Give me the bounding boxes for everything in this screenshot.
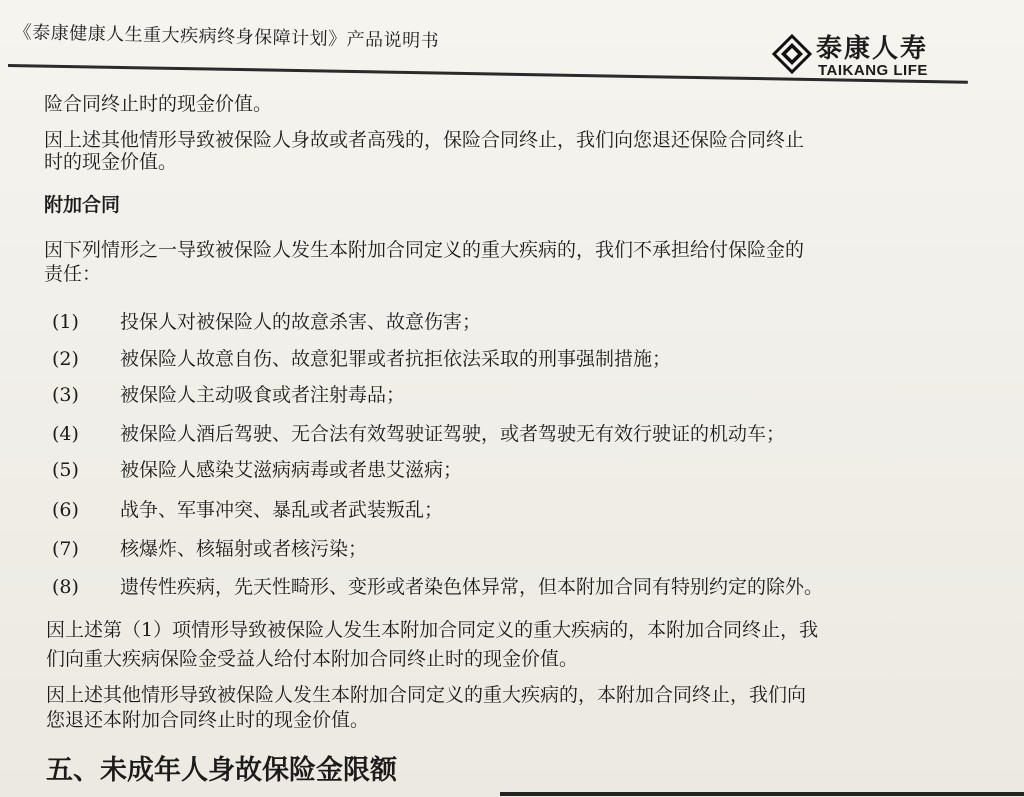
paragraph-line: 时的现金价值。 [44, 151, 178, 173]
paragraph-line: 因上述其他情形导致被保险人发生本附加合同定义的重大疾病的，本附加合同终止，我们向 [46, 684, 807, 706]
paragraph-line: 险合同终止时的现金价值。 [44, 93, 273, 115]
list-item-text: 被保险人故意自伤、故意犯罪或者抗拒依法采取的刑事强制措施； [120, 348, 672, 370]
document-title: 《泰康健康人生重大疾病终身保障计划》产品说明书 [13, 21, 440, 52]
paragraph-line: 们向重大疾病保险金受益人给付本附加合同终止时的现金价值。 [46, 648, 579, 670]
list-item [52, 578, 823, 597]
list-item-text: 遗传性疾病，先天性畸形、变形或者染色体异常，但本附加合同有特别约定的除外。 [120, 576, 824, 598]
list-item-text: 被保险人感染艾滋病病毒或者患艾滋病； [120, 459, 463, 481]
list-item [52, 313, 481, 332]
subheading: 附加合同 [44, 194, 121, 216]
paragraph-line: 您退还本附加合同终止时的现金价值。 [46, 709, 370, 731]
list-item-text: 被保险人主动吸食或者注射毒品； [120, 384, 406, 406]
paragraph-line: 因上述其他情形导致被保险人身故或者高残的，保险合同终止，我们向您退还保险合同终止 [44, 129, 805, 151]
logo-english-text: TAIKANG LIFE [818, 62, 928, 79]
list-item-text: 被保险人酒后驾驶、无合法有效驾驶证驾驶，或者驾驶无有效行驶证的机动车； [120, 423, 786, 445]
list-item [52, 386, 405, 405]
list-item-number: (8) [52, 576, 79, 598]
paragraph-line: 因上述第（1）项情形导致被保险人发生本附加合同定义的重大疾病的，本附加合同终止，我 [46, 619, 819, 641]
list-item [52, 501, 443, 520]
list-item-number: (7) [52, 538, 79, 560]
paragraph-line: 责任： [44, 263, 102, 285]
list-item-text: 战争、军事冲突、暴乱或者武装叛乱； [120, 499, 444, 521]
list-item-text: 核爆炸、核辐射或者核污染； [120, 538, 368, 560]
list-item-number: (4) [52, 423, 79, 445]
list-item [52, 461, 462, 480]
section-divider [500, 792, 1024, 796]
list-item-number: (2) [52, 348, 79, 370]
list-item-text: 投保人对被保险人的故意杀害、故意伤害； [120, 311, 482, 333]
section-heading: 五、未成年人身故保险金限额 [46, 755, 397, 786]
logo-chinese-text: 泰康人寿 [816, 34, 929, 64]
list-item [52, 540, 367, 559]
list-item [52, 425, 785, 444]
list-item-number: (6) [52, 499, 79, 521]
paragraph-line: 因下列情形之一导致被保险人发生本附加合同定义的重大疾病的，我们不承担给付保险金的 [44, 239, 805, 261]
list-item-number: (1) [52, 311, 79, 333]
list-item [52, 350, 671, 369]
list-item-number: (5) [52, 459, 79, 481]
list-item-number: (3) [52, 384, 79, 406]
